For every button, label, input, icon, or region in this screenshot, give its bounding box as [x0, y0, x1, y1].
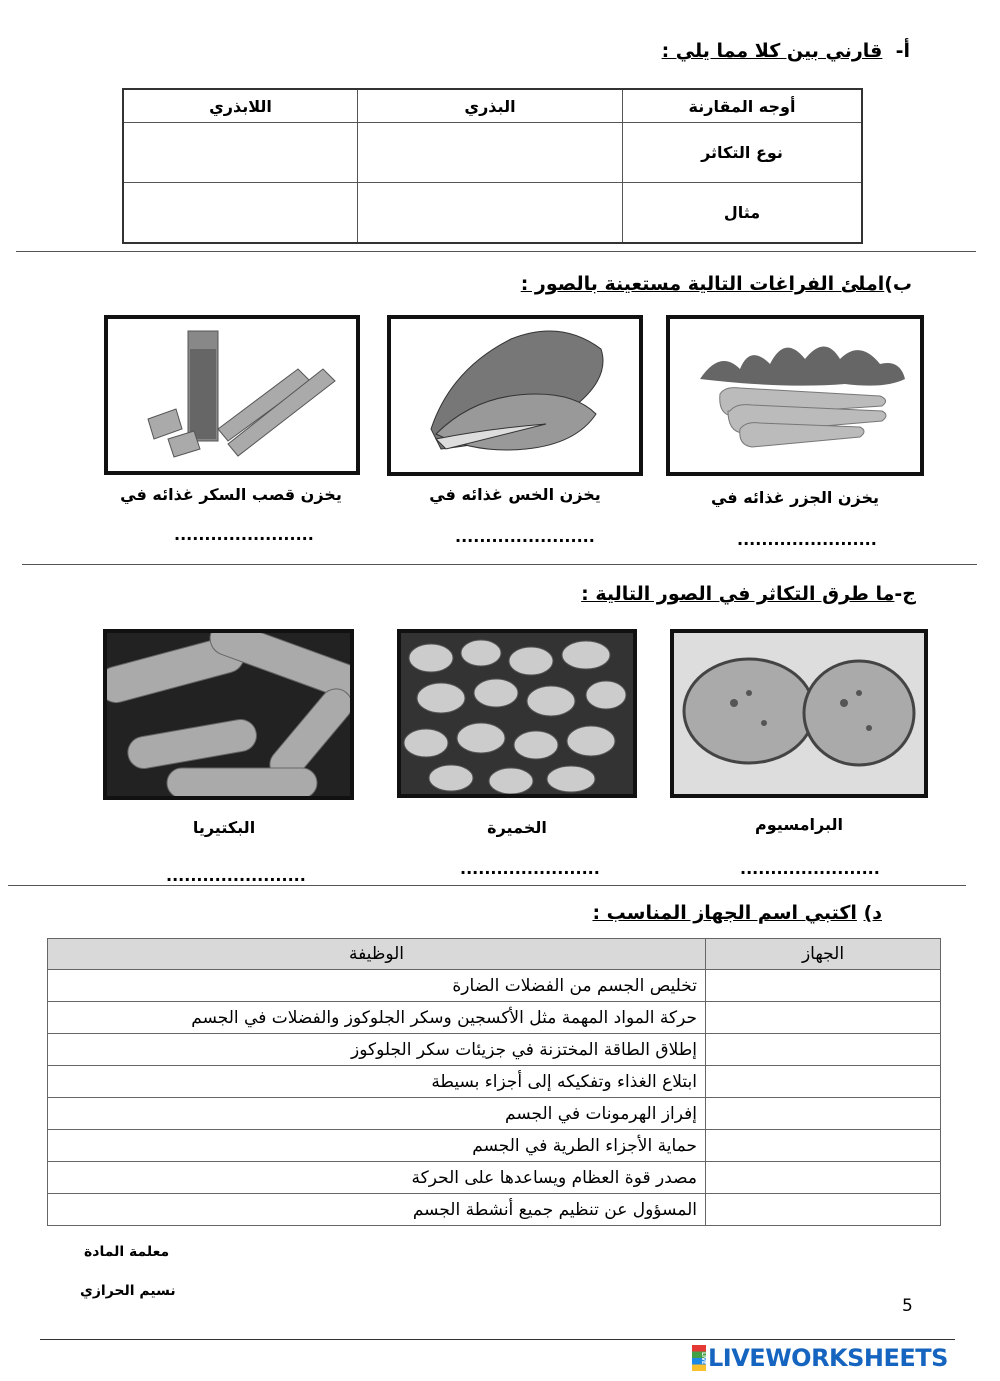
function-cell: حركة المواد المهمة مثل الأكسجين وسكر الجلوكوز والفضلات في الجسم — [48, 1002, 706, 1034]
teacher-name: نسيم الحرازي — [80, 1283, 176, 1299]
caption-paramecium: البرامسيوم — [755, 815, 843, 834]
caption-bacteria: البكتيريا — [192, 818, 256, 837]
function-cell: حماية الأجزاء الطرية في الجسم — [48, 1130, 706, 1162]
system-answer-cell[interactable] — [706, 1066, 941, 1098]
blank-bacteria[interactable]: ....................... — [166, 866, 306, 885]
caption-sugarcane: يخزن قصب السكر غذائه في — [120, 485, 342, 504]
system-answer-cell[interactable] — [706, 1162, 941, 1194]
brand-text: LIVEWORKSHEETS — [708, 1344, 948, 1372]
section-a-title: قارني بين كلا مما يلي : — [661, 40, 883, 62]
liveworksheets-logo[interactable] — [692, 1344, 948, 1372]
section-a-heading — [662, 40, 910, 62]
function-cell: مصدر قوة العظام ويساعدها على الحركة — [48, 1162, 706, 1194]
answer-cell-seedless-example[interactable] — [123, 183, 358, 244]
system-answer-cell[interactable] — [706, 1194, 941, 1226]
divider — [40, 1339, 955, 1340]
blank-carrots[interactable]: ....................... — [737, 530, 877, 549]
blank-sugarcane[interactable]: ....................... — [174, 525, 314, 544]
header-function: الوظيفة — [48, 939, 706, 970]
blank-lettuce[interactable]: ....................... — [455, 527, 595, 546]
answer-cell-seed-example[interactable] — [358, 183, 623, 244]
comparison-row-label: نوع التكاثر — [623, 123, 863, 183]
sugarcane-icon — [108, 319, 356, 471]
table-row — [48, 1002, 941, 1034]
paramecium-image — [670, 629, 928, 798]
function-cell: ابتلاع الغذاء وتفكيكه إلى أجزاء بسيطة — [48, 1066, 706, 1098]
yeast-icon — [401, 633, 633, 794]
organ-systems-table — [47, 938, 941, 1226]
function-cell: إطلاق الطاقة المختزنة في جزيئات سكر الجلوكوز — [48, 1034, 706, 1066]
system-answer-cell[interactable] — [706, 1130, 941, 1162]
bacteria-icon — [107, 633, 350, 796]
header-system: الجهاز — [706, 939, 941, 970]
logo-badge-icon: LIVE — [692, 1345, 706, 1371]
caption-yeast: الخميرة — [487, 818, 547, 837]
table-row — [48, 970, 941, 1002]
section-b-label: ب) — [884, 273, 912, 295]
carrots-icon — [670, 319, 920, 472]
blank-paramecium[interactable]: ....................... — [740, 859, 880, 878]
section-c-label: ج- — [894, 583, 916, 605]
table-row — [48, 1098, 941, 1130]
caption-lettuce: يخزن الخس غذائه في — [429, 485, 601, 504]
section-b-heading — [521, 273, 912, 295]
table-row — [48, 1194, 941, 1226]
table-row — [48, 1066, 941, 1098]
section-a-label: أ- — [895, 40, 910, 62]
paramecium-icon — [674, 633, 924, 794]
teacher-label: معلمة المادة — [84, 1244, 170, 1260]
comparison-header-seed: البذري — [358, 89, 623, 123]
divider — [8, 885, 966, 886]
divider — [16, 251, 976, 252]
section-c-title: ما طرق التكاثر في الصور التالية : — [581, 583, 895, 605]
section-d-title: اكتبي اسم الجهاز المناسب : — [592, 902, 857, 924]
bacteria-image — [103, 629, 354, 800]
section-c-heading — [581, 583, 916, 605]
system-answer-cell[interactable] — [706, 970, 941, 1002]
answer-cell-seed-reproduction[interactable] — [358, 123, 623, 183]
yeast-image — [397, 629, 637, 798]
section-d-heading — [592, 902, 882, 924]
comparison-header-seedless: اللابذري — [123, 89, 358, 123]
divider — [22, 564, 977, 565]
page-number: 5 — [902, 1296, 913, 1316]
function-cell: المسؤول عن تنظيم جميع أنشطة الجسم — [48, 1194, 706, 1226]
section-b-title: املئ الفراغات التالية مستعينة بالصور : — [520, 273, 885, 295]
carrots-image — [666, 315, 924, 476]
table-row — [48, 1162, 941, 1194]
answer-cell-seedless-reproduction[interactable] — [123, 123, 358, 183]
section-d-label: د) — [863, 902, 882, 924]
function-cell: تخليص الجسم من الفضلات الضارة — [48, 970, 706, 1002]
table-row — [48, 1034, 941, 1066]
lettuce-icon — [391, 319, 639, 472]
system-answer-cell[interactable] — [706, 1034, 941, 1066]
lettuce-image — [387, 315, 643, 476]
comparison-row-label: مثال — [623, 183, 863, 244]
caption-carrots: يخزن الجزر غذائه في — [710, 488, 880, 507]
blank-yeast[interactable]: ....................... — [460, 859, 600, 878]
sugarcane-image — [104, 315, 360, 475]
system-answer-cell[interactable] — [706, 1002, 941, 1034]
system-answer-cell[interactable] — [706, 1098, 941, 1130]
comparison-table — [122, 88, 863, 244]
comparison-header-aspects: أوجه المقارنة — [623, 89, 863, 123]
table-row — [48, 1130, 941, 1162]
function-cell: إفراز الهرمونات في الجسم — [48, 1098, 706, 1130]
